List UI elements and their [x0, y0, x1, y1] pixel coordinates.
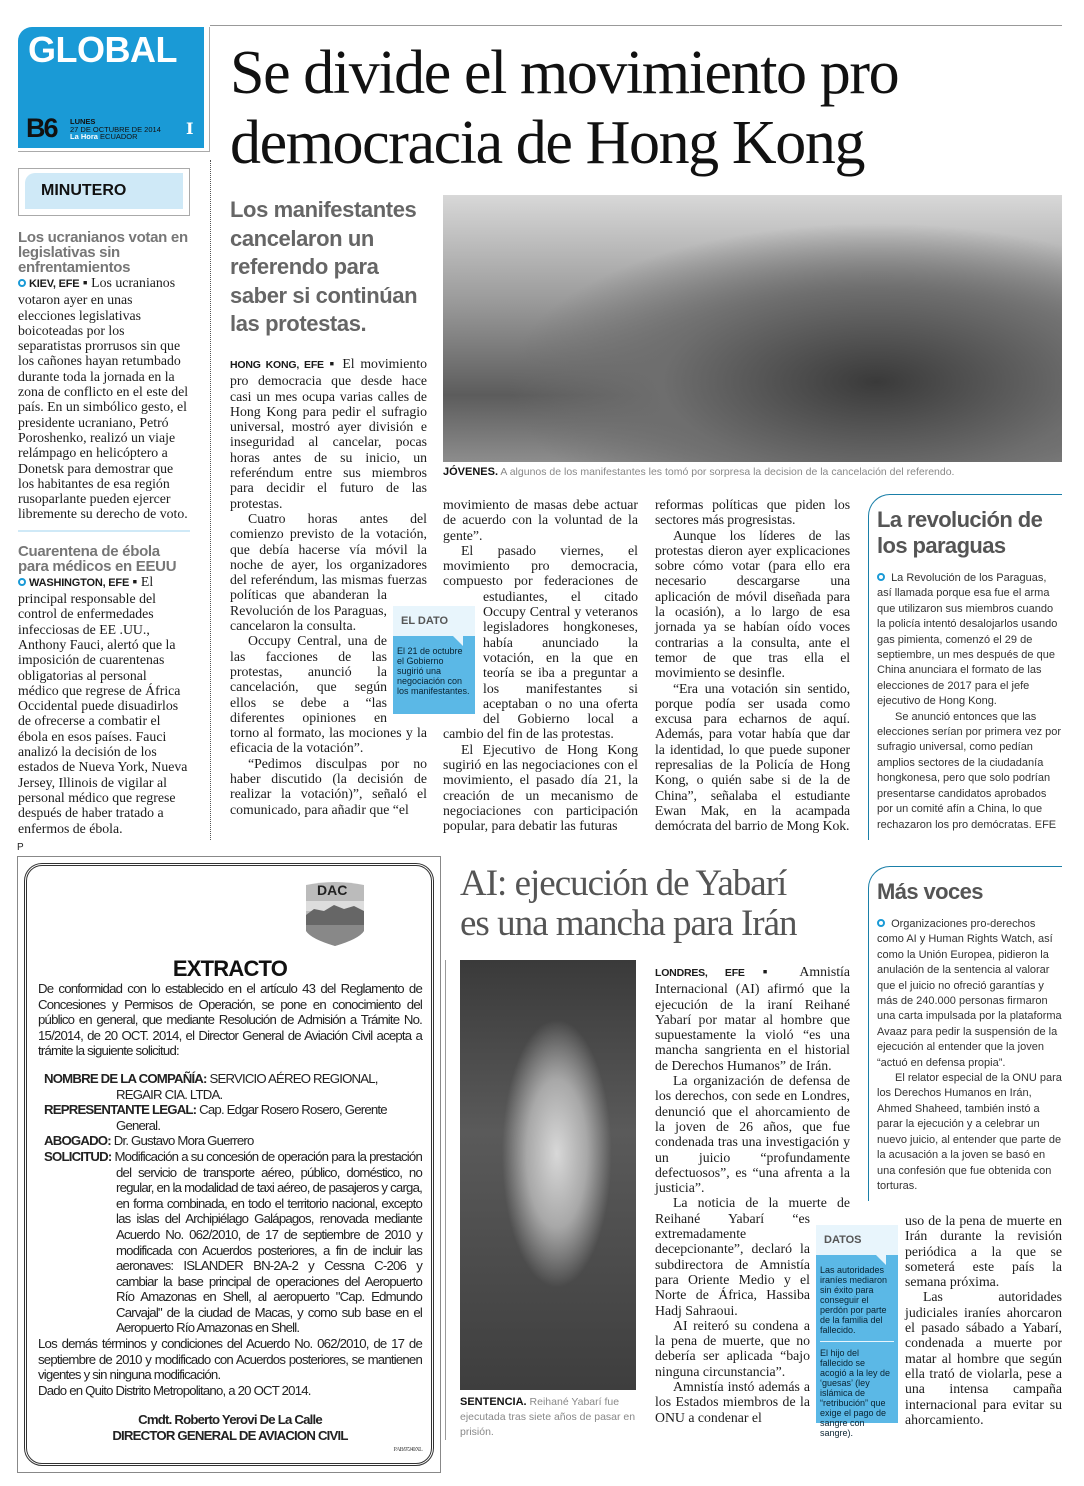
date: 27 DE OCTUBRE DE 2014	[70, 124, 161, 134]
country: ECUADOR	[100, 132, 138, 141]
section-title: GLOBAL	[28, 29, 177, 70]
minutero-label-background	[25, 173, 183, 209]
sidebar-content	[877, 507, 1062, 833]
article-column-3	[655, 497, 850, 834]
el-dato-box	[393, 606, 475, 714]
paragraph: Amnistía instó además a los Estados miembros de la ONU a condenar el	[655, 1379, 810, 1425]
dac-logo	[304, 881, 366, 947]
photo-caption	[460, 1395, 638, 1440]
ad-title: EXTRACTO	[172, 956, 288, 981]
datos-item: Las autoridades iraníes mediaron sin éxito para conseguir el perdón por parte de la familia del fallecido.	[820, 1265, 894, 1342]
paragraph: La noticia de la muerte de Reihané Yabarí “es extremadamente decepcionante”, declaró la subdirectora de Amnistía para Oriente Medio y el Norte de África, Hassiba Hadj Sahraoui.	[655, 1195, 850, 1318]
minutero-item: Cuarentena de ébola para médicos en EEUU WASHINGTON, EFE ▪ El principal responsable del control de enfermedades infecciosas de EE .UU., Anthony Fauci, alertó que la imposición de cuarentenas obligatorias al personal médico que regrese de África Occidental puede disuadirlos de ofrecerse a combatir el ébola en esos países. Fauci analizó la decisión de los estados de Nueva York, Nueva Jersey, Illinois de vigilar al personal médico que regrese después de haber tratado a enfermos de ébola.	[18, 544, 190, 836]
el-dato-title: EL DATO	[393, 606, 475, 636]
ad-closing: Los demás términos y condiciones del Acuerdo No. 062/2010, de 17 de septiembre de 2010 y modificado con Acuerdos posteriores, se mantienen vigentes y sin ninguna modificación.	[38, 1336, 422, 1383]
paragraph: Organizaciones pro-derechos como AI y Human Rights Watch, así como la Unión Europea, pidieron la anulación de la sentencia al valorar que el juicio no ofreció garantías y más de 240.000 personas firmaron una carta impulsada por la plataforma Avaaz para pedir la suspensión de la ejecución al entender que la joven “actuó en defensa propia”.	[877, 918, 1062, 1069]
sidebar-content	[877, 879, 1062, 1194]
article-subhead: Los manifestantes cancelaron un referendo para saber si continúan las protestas.	[230, 197, 418, 336]
field-value: SERVICIO AÉREO REGIONAL, REGAIR CIA. LTDA.	[116, 1070, 378, 1102]
logo-mark: I	[186, 119, 194, 138]
article-column-1: HONG KONG, EFE ▪ El movimiento pro democracia que desde hace casi un mes ocupa varias calles de Hong Kong para pedir el sufragio universal, mostró ayer división e inseguridad al cancelar, pocas horas antes de su inicio, un referéndum entre sus miembros para decidir el futuro de las protestas. Cuatro horas antes del comienzo previsto de la votación, que debía hacerse vía móvil la noche de ayer, los organizadores del referéndum, las mismas fuerzas políticas que abanderan la Revolución de los Paraguas, cancelaron la consulta. Occupy Central, una de las facciones de las protestas, anunció la cancelación, que según ellos se debe a “las diferentes opiniones en torno al formato, las mociones y la eficacia de la votación”. “Pedimos disculpas por no haber discutido (la decisión de realizar la votación)”, señaló el comunicado, para añadir que “el	[230, 356, 428, 817]
paragraph: “Pedimos disculpas por no haber discutido (la decisión de realizar la votación)”, señaló el comunicado, para añadir que “el	[230, 755, 427, 817]
minutero-label	[18, 168, 190, 216]
minutero-list	[18, 230, 190, 836]
caption-label: JÓVENES.	[443, 466, 499, 478]
sidebar-title: Más voces	[877, 879, 983, 904]
yabari-photo	[460, 960, 636, 1390]
headline-line-2: es una mancha para Irán	[460, 903, 797, 944]
ad-field	[44, 1071, 422, 1102]
page-headline	[230, 38, 898, 178]
caption-text: A algunos de los manifestantes les tomó por sorpresa la decision de la cancelación del referendo.	[500, 466, 955, 478]
page-marker: P	[17, 842, 24, 853]
field-label: SOLICITUD:	[44, 1148, 112, 1164]
caption-label: SENTENCIA.	[460, 1396, 527, 1408]
field-value: Dr. Gustavo Mora Guerrero	[113, 1133, 254, 1149]
iran-column-2	[905, 1213, 1062, 1427]
minutero-item-text: Los ucranianos votaron ayer en unas elecciones legislativas boicoteadas por los separatistas prorrusos sin que los cañones hayan retumbado durante toda la jornada en la zona de conflicto en el este del país. En un simbólico gesto, el presidente ucraniano, Petró Poroshenko, realizó un viaje relámpago en helicóptero a Donetsk para demostrar que los habitantes de esa región rusoparlante pueden ejercer libremente su derecho de voto.	[18, 275, 189, 522]
datos-item: El hijo del fallecido se acogió a la ley de ‘guesas’ (ley islámica de “retribución” que exige el pago de sangre con sangre).	[820, 1348, 891, 1438]
paragraph: El pasado viernes, el movimiento pro democracia, compuesto por federaciones de estudiantes, el citado Occupy Central y veteranos legisladores hongkoneses, había anunciado la votación, en la que en teoría se iba a preguntar a los manifestantes si aceptaban o no una oferta del Gobierno local a cambio del fin de las protestas.	[443, 542, 638, 742]
column-divider	[210, 160, 211, 840]
ad-intro: De conformidad con lo establecido en el artículo 43 del Reglamento de Concesiones y Permisos de Operación, se pone en conocimiento del público en general, que mediante Resolución de Admisión a Trámite No. 15/2014, de 20 OCT. 2014, el Director General de Aviación Civil acepta a trámite la siguiente solicitud:	[38, 981, 422, 1059]
el-dato-text: El 21 de octubre el Gobierno sugirió una negociación con los manifestantes.	[397, 646, 470, 696]
field-value: Modificación a su concesión de operación para la prestación del servicio de transporte aéreo, público, doméstico, no regular, en la modalidad de taxi aéreo, de pasajeros y carga, en forma combinada, en todo el territorio nacional, excepto las islas del Archipiélago Galápagos, renovada mediante Acuerdo No. 062/2010, de 17 de septiembre de 2010 y modificada con Acuerdos posteriores, a fin de incluir las aeronaves: ISLANDER BN-2A-2 y Cessna C-206 y cambiar la base principal de operaciones del Aeropuerto Río Amazonas en Shell, al aeropuerto "Cap. Edmundo Carvajal" de la ciudad de Macas, y como sub base en el Aeropuerto Río Amazonas en Shell.	[114, 1148, 422, 1336]
headline-line-1: Se divide el movimiento pro	[230, 39, 899, 107]
dateline-slug: KIEV, EFE	[29, 278, 80, 290]
ad-fields	[38, 1071, 422, 1336]
ad-given: Dado en Quito Distrito Metropolitano, a 20 OCT 2014.	[38, 1382, 311, 1398]
datos-title: DATOS	[816, 1225, 898, 1255]
paragraph: Amnistía Internacional (AI) afirmó que la ejecución de la iraní Reihané Yabarí por matar al hombre que supuestamente la violó “es una mancha sangrienta en el historial de Derechos Humanos” de Irán.	[655, 964, 850, 1073]
minutero-item-title: Cuarentena de ébola para médicos en EEUU	[18, 542, 177, 575]
bullet-icon	[877, 573, 885, 581]
field-label: NOMBRE DE LA COMPAÑÍA:	[44, 1070, 207, 1086]
headline-line-2: democracia de Hong Kong	[230, 109, 865, 177]
paper-name: La Hora	[70, 132, 98, 141]
headline-line-1: AI: ejecución de Yabarí	[460, 863, 787, 904]
ad-signer: Cmdt. Roberto Yerovi De La Calle	[138, 1412, 322, 1428]
photo-caption	[443, 466, 1062, 479]
paragraph: El relator especial de la ONU para los Derechos Humanos en Irán, Ahmed Shaheed, también instó a parar la ejecución y a celebrar un nuevo juicio, al entender que parte de la acusación a la joven se basó en una confesión que fue obtenida con torturas.	[877, 1072, 1062, 1192]
caption-text: Reihané Yabarí fue ejecutada tras siete años de pasar en prisión.	[460, 1396, 636, 1438]
paragraph: Aunque los líderes de las protestas dieron ayer explicaciones sobre cómo votar (para ello era necesario descargarse una aplicación de móvil diseñada para la ocasión), a lo largo de esa jornada ya se habían oído voces contrarias a la consulta, ante el temor de que tras ella el movimiento se desinfle.	[655, 527, 850, 681]
sidebar-paraguas	[868, 494, 1062, 840]
paragraph: El Ejecutivo de Hong Kong sugirió en las negociaciones con el movimiento, el pasado día 21, la creación de un mecanismo de negociaciones con participación popular, para debatir las futuras	[443, 741, 638, 834]
paragraph: uso de la pena de muerte en Irán durante la revisión periódica a la que se someterá este país la semana próxima.	[905, 1213, 1062, 1290]
ad-field	[44, 1149, 422, 1336]
iran-headline	[460, 864, 797, 944]
paragraph: reformas políticas que piden los sectores más progresistas.	[655, 497, 850, 528]
dateline-slug: WASHINGTON, EFE	[29, 576, 130, 589]
paragraph: Se anunció entonces que las elecciones serían por primera vez por sufragio universal, como pedían amplios sectores de la ciudadanía hongkonesa, pero que solo podrían presentarse candidatos aprobados por un comité afín a China, lo que rechazaron los pro demócratas. EFE	[877, 710, 1062, 831]
page-number: B6	[26, 113, 57, 143]
ad-field	[44, 1102, 422, 1133]
minutero-item-title: Los ucranianos votan en legislativas sin enfrentamientos	[18, 229, 188, 276]
bullet-icon	[18, 578, 26, 586]
ad-extracto	[17, 856, 441, 1473]
protest-photo	[443, 195, 1062, 462]
minutero-item-text: El principal responsable del control de enfermedades infecciosas de EE .UU., Anthony Fauci, alertó que la imposición de cuarentenas obligatorias al personal médico que regrese de África Occidental puede disuadirlos de ofrecerse a combatir el ébola en esos países. Fauci analizó la decisión de los estados de Nueva York, Nueva Jersey, Illinois de vigilar al personal médico que regrese después de haber tratado a enfermos de ébola.	[18, 573, 188, 836]
paragraph: “Era una votación sin sentido, porque podía ser usada como excusa para echarnos de aquí. Además, para votar había que dar la identidad, lo que puede suponer represalias de la Policía de Hong Kong, o quién sabe si de la de China”, señalaba el estudiante Ewan Mak, en la acampada demócrata del barrio de Mong Kok.	[655, 680, 850, 834]
day: LUNES	[70, 117, 96, 126]
paragraph: movimiento de masas debe actuar de acuerdo con la voluntad de la gente”.	[443, 497, 638, 543]
bullet-icon	[877, 919, 885, 927]
datos-box	[816, 1225, 898, 1438]
dateline-slug: LONDRES, EFE	[655, 967, 745, 979]
sidebar-title: La revolución de los paraguas	[877, 507, 1043, 558]
dateline	[70, 118, 161, 141]
dateline-slug: HONG KONG, EFE	[230, 359, 324, 371]
divider	[18, 530, 190, 532]
minutero-title: MINUTERO	[41, 182, 127, 199]
paragraph: AI reiteró su condena a la pena de muerte, que no debería ser aplicada “bajo ninguna circunstancia”.	[655, 1317, 810, 1379]
paragraph: Las autoridades judiciales iraníes ahorcaron el pasado sábado a Yabarí, condenada a muerte por matar al hombre que según ella trató de violarla, pese a una intensa campaña internacional para evitar su ahorcamiento.	[905, 1289, 1062, 1427]
paragraph: Cuatro horas antes del comienzo previsto de la votación, que debía hacerse vía móvil la noche de ayer, los organizadores del referéndum, las mismas fuerzas políticas que abanderan la Revolución de los Paraguas, cancelaron la consulta.	[230, 510, 427, 634]
dac-logo-text: DAC	[317, 882, 348, 898]
field-value: Cap. Edgar Rosero Rosero, Gerente General.	[116, 1102, 387, 1133]
iran-column-1: LONDRES, EFE ▪ Amnistía Internacional (AI) afirmó que la ejecución de la iraní Reihané Yabarí por matar al hombre que supuestamente la violó “es una mancha sangrienta en el historial de Derechos Humanos” de Irán. La organización de defensa de los derechos, con sede en Londres, denunció que el ahorcamiento de la joven de 26 años, que fue condenada tras una investigación y un juicio “profundamente defectuosos”, es “una afrenta a la justicia”. La noticia de la muerte de Reihané Yabarí “es extremadamente decepcionante”, declaró la subdirectora de Amnistía para Oriente Medio y el Norte de África, Hassiba Hadj Sahraoui. AI reiteró su condena a la pena de muerte, que no debería ser aplicada “bajo ninguna circunstancia”. Amnistía instó además a los Estados miembros de la ONU a condenar el	[655, 964, 850, 1425]
ad-code: P AB/97240/XL	[393, 1446, 422, 1453]
paragraph: La Revolución de los Paraguas, así llamada porque esa fue el arma que utilizaron sus miembros cuando la policía intentó desalojarlos usando gas pimienta, comenzó el 29 de septiembre, un mes después de que China anunciara el formato de las elecciones de 2017 para el jefe ejecutivo de Hong Kong.	[877, 572, 1058, 708]
paragraph: Occupy Central, una de las facciones de las protestas, anunció la cancelación, que según ellos se debe a “las diferentes opiniones en torno al formato, las mociones y la eficacia de la votación”.	[230, 633, 427, 756]
field-label: ABOGADO:	[44, 1133, 111, 1149]
ad-field	[44, 1133, 422, 1149]
section-header	[18, 27, 210, 152]
paragraph: La organización de defensa de los derechos, con sede en Londres, denunció que el ahorcamiento de la joven de 26 años, que fue condenada tras una investigación y un juicio “profundamente defectuosos”, es “una afrenta a la justicia”.	[655, 1073, 850, 1196]
ad-content	[38, 957, 422, 1454]
field-label: REPRESENTANTE LEGAL:	[44, 1102, 197, 1118]
column-divider	[445, 960, 446, 1440]
top-rule	[210, 25, 1062, 26]
ad-signer-title: DIRECTOR GENERAL DE AVIACION CIVIL	[112, 1428, 348, 1444]
paragraph: El movimiento pro democracia que desde hace casi un mes ocupa varias calles de Hong Kong para pedir el sufragio universal, mostró ayer división e inseguridad al cancelar, pocas horas antes de su inicio, un referéndum entre sus miembros para decidir el futuro de las protestas.	[230, 356, 428, 511]
bullet-icon	[18, 279, 26, 287]
minutero-item: Los ucranianos votan en legislativas sin enfrentamientos KIEV, EFE ▪ Los ucranianos votaron ayer en unas elecciones legislativas boicoteadas por los separatistas prorrusos sin que los cañones hayan retumbado durante toda la jornada en la zona de conflicto en el este del país. En un simbólico gesto, el presidente ucraniano, Petró Poroshenko, realizó un viaje relámpago en helicóptero a Donetsk para demostrar que los habitantes de esa región rusoparlante pueden ejercer libremente su derecho de voto.	[18, 229, 189, 522]
sidebar-mas-voces	[868, 866, 1062, 1201]
